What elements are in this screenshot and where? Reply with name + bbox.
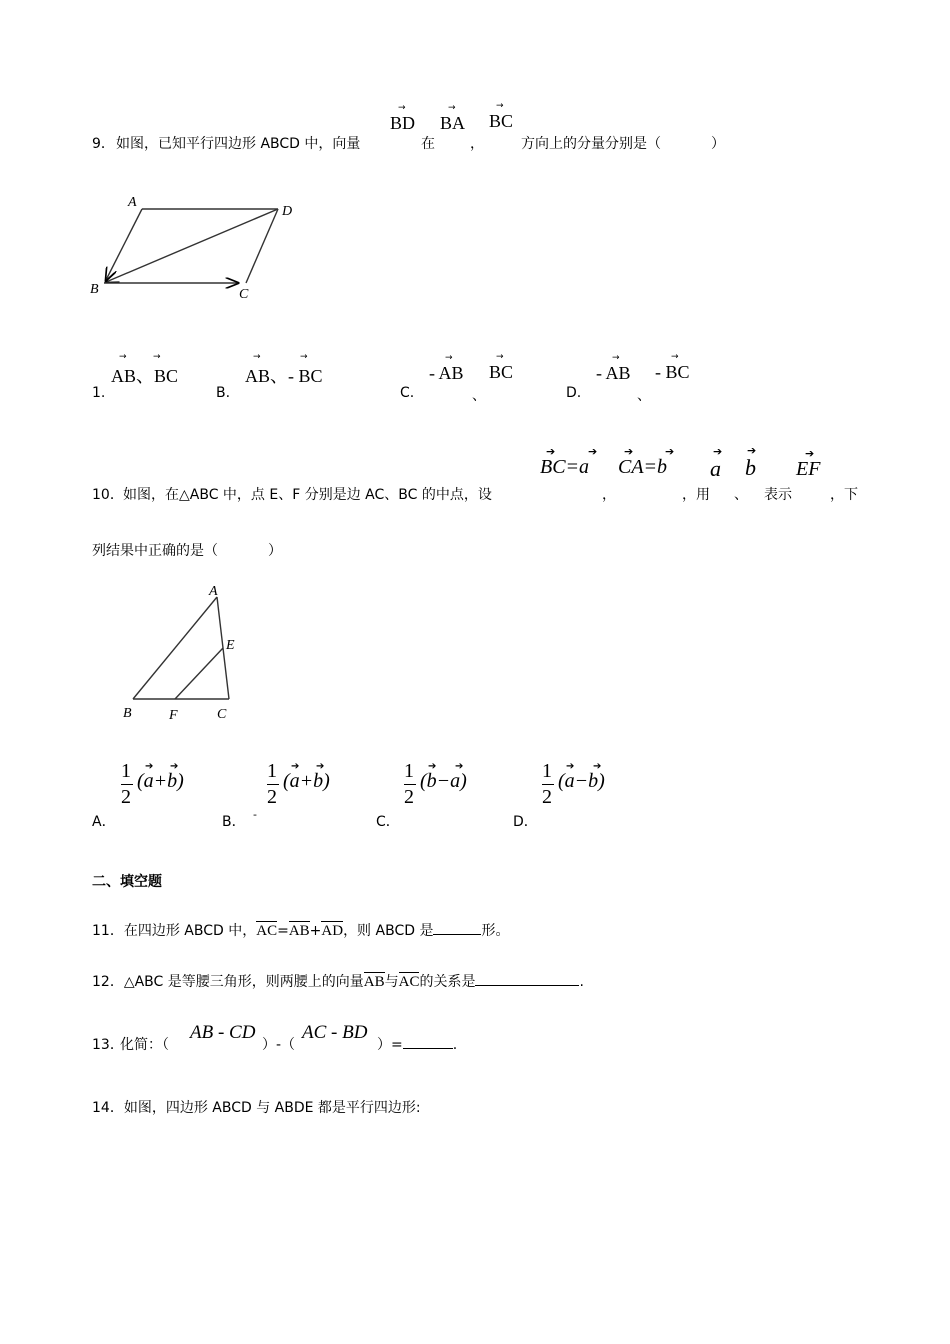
q10-label-f: F	[169, 708, 178, 723]
q10-opt-b-expr: ➔ ➔ (a+b)	[283, 761, 330, 792]
q10-label-e: E	[226, 638, 235, 653]
q12-text-c: 的关系是	[419, 974, 476, 990]
q9-option-d-label[interactable]: D.	[566, 385, 582, 401]
q12-text-b: 与	[384, 974, 399, 990]
q11-text-a: 在四边形 ABCD 中，	[123, 923, 257, 939]
q12-text-d: .	[579, 974, 584, 990]
q9-option-c-sep: 、	[472, 388, 486, 404]
q10-option-c-label[interactable]: C．	[376, 814, 400, 830]
q9-text-e: ）	[711, 136, 725, 152]
q9-vector-bc: → BC	[489, 101, 514, 131]
q12-text-a: △ABC 是等腰三角形，则两腰上的向量	[123, 974, 364, 990]
q13-answer-blank[interactable]	[403, 1048, 453, 1049]
q10-math-b: ➔ b	[745, 444, 757, 480]
q9-opt2-expr: → → AB、- BC	[245, 352, 323, 386]
q10-text-b: ，	[602, 487, 616, 503]
q9-label-a: A	[128, 195, 137, 210]
q10-math-a: ➔ a	[710, 445, 723, 481]
q12-vector-ac: AC	[398, 974, 420, 990]
q11-vector-ab: AB	[288, 923, 310, 939]
q12-number: 12．	[92, 974, 124, 990]
q13-expr-2: AC - BD	[302, 1022, 368, 1043]
q9-label-c: C	[239, 287, 249, 302]
q9-option-b-label[interactable]: B.	[216, 385, 231, 401]
q9-opt1-expr: → → AB、BC	[111, 352, 179, 386]
q9-diagonal-db	[106, 209, 278, 282]
q10-option-a-label[interactable]: A．	[92, 814, 116, 830]
q9-option-d-sep: 、	[637, 388, 651, 404]
q12-vector-ab: AB	[363, 974, 385, 990]
q9-label-d: D	[282, 204, 293, 219]
q14-text: 如图，四边形 ABCD 与 ABDE 都是平行四边形:	[123, 1100, 421, 1116]
q9-text-a: 如图，已知平行四边形 ABCD 中，向量	[116, 136, 361, 152]
q9-vector-ba: → BA	[440, 103, 466, 133]
question-11	[92, 920, 509, 940]
q10-line2-end: ）	[268, 543, 282, 559]
q10-math-bc-eq-a: ➔ ➔ BC=a	[540, 445, 598, 478]
q9-opt4-minus-ab: → - AB	[596, 353, 631, 383]
q11-text-c: 形。	[481, 923, 510, 939]
q10-option-d-label[interactable]: D．	[513, 814, 538, 830]
q10-text-e: 表示	[764, 487, 792, 503]
q10-math-ca-eq-b: ➔ ➔ CA=b	[618, 445, 675, 478]
q10-option-b-label[interactable]: B．	[222, 814, 246, 830]
q10-option-b-minus: -	[253, 808, 257, 821]
q10-label-c: C	[217, 707, 227, 722]
q10-edge-ab	[133, 597, 217, 699]
q10-math-ef: ➔ EF	[796, 447, 821, 480]
q11-answer-blank[interactable]	[433, 934, 481, 935]
q10-label-a: A	[209, 584, 218, 599]
q11-vector-ad: AD	[321, 923, 344, 939]
q10-opt-d-expr: ➔ ➔ (a−b)	[558, 761, 605, 792]
q10-line2: 列结果中正确的是（	[92, 543, 218, 559]
q9-parallelogram-figure	[86, 192, 306, 304]
q9-opt3-bc: → BC	[489, 352, 514, 382]
q10-text-c: ，用	[682, 487, 710, 503]
q13-expr-1: AB - CD	[190, 1022, 256, 1043]
q11-number: 11．	[92, 923, 124, 939]
section-2-title: 二、填空题	[92, 874, 162, 890]
q9-text-c: ，	[470, 136, 484, 152]
q9-text-b: 在	[421, 136, 435, 152]
q13-text-c: ）= .	[377, 1037, 458, 1053]
q10-opt-c-expr: ➔ ➔ (b−a)	[420, 761, 467, 792]
q10-text-a: 如图，在△ABC 中，点 E、F 分别是边 AC、BC 的中点，设	[123, 487, 492, 503]
question-12	[92, 971, 584, 991]
q9-label-b: B	[90, 282, 99, 297]
q10-opt-a-expr: ➔ ➔ (a+b)	[137, 761, 184, 792]
q10-number: 10．	[92, 487, 124, 503]
q14-number: 14．	[92, 1100, 124, 1116]
q13-text-b: ）-（	[262, 1037, 296, 1053]
q10-triangle-figure	[115, 578, 250, 726]
q11-vector-ac: AC	[256, 923, 278, 939]
q9-opt4-minus-bc: → - BC	[655, 352, 690, 382]
q10-text-f: ，下	[830, 487, 858, 503]
q11-plus: +	[309, 923, 322, 939]
q12-answer-blank[interactable]	[475, 985, 579, 986]
q9-option-1-label[interactable]: 1.	[92, 385, 106, 401]
question-14	[92, 1097, 421, 1117]
q9-number: 9．	[92, 136, 115, 152]
q13-number: 13．	[92, 1037, 124, 1053]
q9-option-c-label[interactable]: C.	[400, 385, 415, 401]
q11-text-b: ，则 ABCD 是	[343, 923, 434, 939]
q9-text-d: 方向上的分量分别是（	[521, 136, 661, 152]
q10-text-d: 、	[734, 487, 748, 503]
q11-eq: =	[277, 923, 289, 939]
q10-label-b: B	[123, 706, 132, 721]
q10-segment-ef	[175, 648, 223, 699]
q9-opt3-minus-ab: → - AB	[429, 353, 464, 383]
q13-text-a: 化简：（	[120, 1037, 169, 1053]
q9-vector-bd: → BD	[390, 103, 416, 133]
